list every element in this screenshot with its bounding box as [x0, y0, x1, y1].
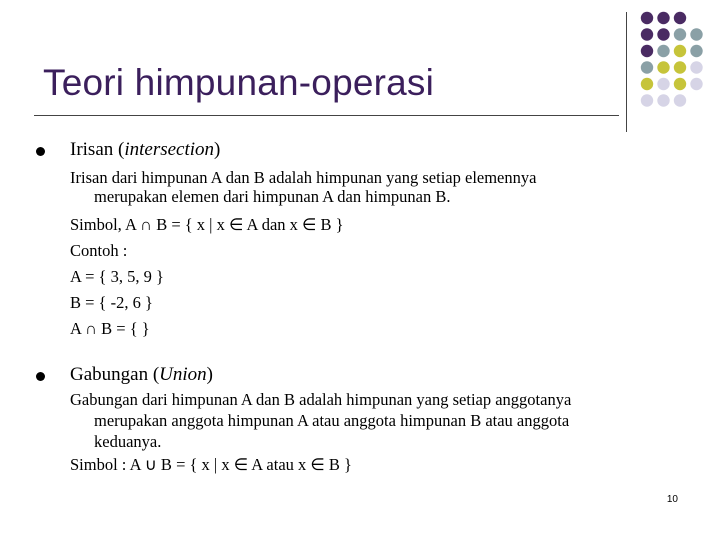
decorative-dot [657, 94, 669, 106]
decorative-dot [690, 28, 702, 40]
union-line: merupakan anggota himpunan A atau anggota himpunan B atau anggota [94, 411, 570, 430]
intersection-line: B = { -2, 6 } [70, 293, 153, 312]
union-body [70, 389, 571, 475]
heading-union-end: ) [206, 364, 213, 385]
intersection-line: A ∩ B = { } [70, 319, 150, 338]
heading-union-text: Gabungan ( [70, 364, 160, 385]
decorative-dot [641, 45, 653, 57]
intersection-line: Irisan dari himpunan A dan B adalah himpunan yang setiap elemennya [70, 168, 537, 187]
decorative-dot [641, 28, 653, 40]
intersection-line: merupakan elemen dari himpunan A dan himpunan B. [94, 187, 451, 206]
slide-title: Teori himpunan-operasi [43, 62, 435, 103]
intersection-line: A = { 3, 5, 9 } [70, 267, 164, 286]
union-line: Simbol : A ∪ B = { x | x ∈ A atau x ∈ B } [70, 455, 352, 474]
heading-intersection-text: Irisan ( [70, 139, 125, 160]
heading-intersection-italic: intersection [124, 139, 215, 160]
heading-intersection [70, 139, 220, 161]
intersection-line: Contoh : [70, 241, 128, 260]
heading-union-italic: Union [159, 364, 207, 385]
decorative-dot [674, 78, 686, 90]
heading-intersection-end: ) [214, 139, 221, 160]
decorative-dot [657, 61, 669, 73]
page-number: 10 [666, 494, 678, 505]
decorative-dot [690, 78, 702, 90]
title-vertical-rule [626, 12, 627, 132]
decorative-dot [641, 94, 653, 106]
decorative-dot [690, 45, 702, 57]
decorative-dot [674, 12, 686, 24]
title-horizontal-rule [34, 115, 619, 116]
union-line: keduanya. [94, 432, 162, 451]
decorative-dot [690, 61, 702, 73]
heading-union [70, 364, 213, 386]
decorative-dot [674, 94, 686, 106]
decorative-dot [641, 61, 653, 73]
decorative-dot [641, 12, 653, 24]
bullet-union [36, 372, 45, 381]
decorative-dot [674, 61, 686, 73]
decorative-dot [657, 28, 669, 40]
intersection-line: Simbol, A ∩ B = { x | x ∈ A dan x ∈ B } [70, 215, 344, 234]
intersection-body [70, 166, 536, 341]
decorative-dot [657, 78, 669, 90]
decorative-dot [657, 12, 669, 24]
decorative-dot [674, 45, 686, 57]
decorative-dot [674, 28, 686, 40]
decorative-dot [657, 45, 669, 57]
union-line: Gabungan dari himpunan A dan B adalah himpunan yang setiap anggotanya [70, 390, 572, 409]
decorative-dot [641, 78, 653, 90]
bullet-intersection [36, 147, 45, 156]
